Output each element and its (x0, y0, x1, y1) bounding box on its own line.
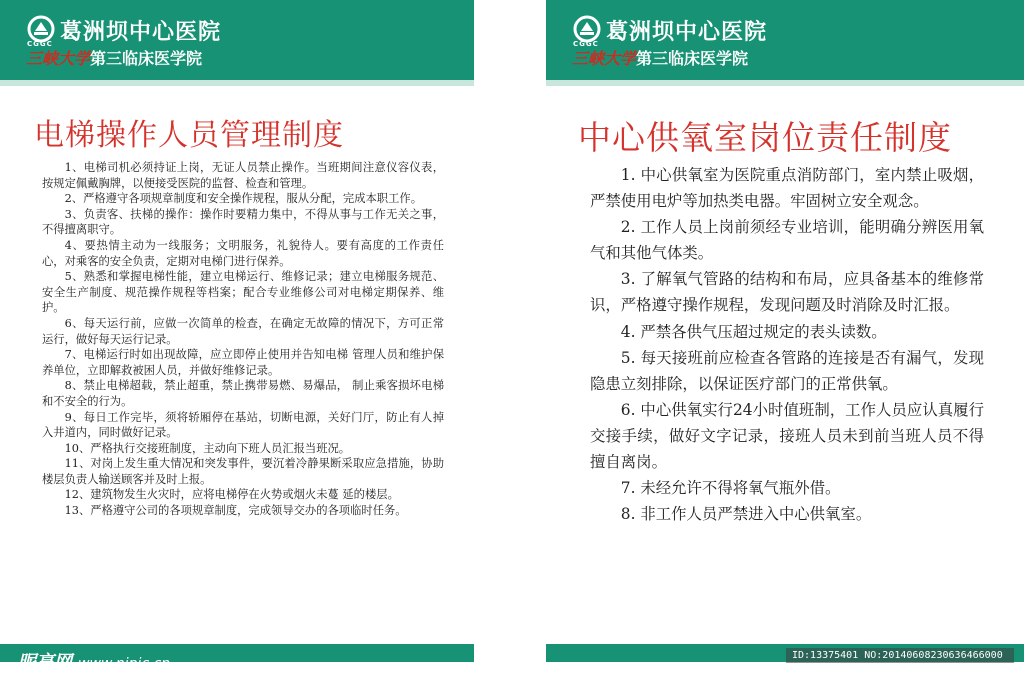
watermark-logo: 昵享网 (18, 652, 72, 673)
right-poster (546, 0, 1024, 662)
rule-item: 2、严格遵守各项规章制度和安全操作规程，服从分配，完成本职工作。 (64, 192, 422, 206)
regulation-body (42, 160, 444, 519)
logo-text: CGGC (573, 40, 599, 48)
rule-item: 1. 中心供氧室为医院重点消防部门，室内禁止吸烟，严禁使用电炉等加热类电器。牢固树立安全观念。 (590, 166, 984, 211)
college-label: 第三临床医学院 (636, 49, 749, 68)
rule-item: 6. 中心供氧实行24小时值班制，工作人员应认真履行交接手续，做好文字记录，接班人员未到前当班人员不得擅自离岗。 (590, 400, 984, 472)
header-divider (546, 80, 1024, 86)
rule-item: 12、建筑物发生火灾时，应将电梯停在火势或烟火未蔓 延的楼层。 (64, 488, 399, 502)
rule-item: 5、熟悉和掌握电梯性能，建立电梯运行、维修记录；建立电梯服务规范、安全生产制度、规范操作规程等档案；配合专业维修公司对电梯定期保养、维护。 (42, 270, 444, 315)
rule-item: 13、严格遵守公司的各项规章制度，完成领导交办的各项临时任务。 (64, 504, 407, 518)
poster-title: 中心供氧室岗位责任制度 (578, 118, 952, 157)
site-watermark (18, 648, 170, 674)
rule-item: 3. 了解氧气管路的结构和布局，应具备基本的维修常识，严格遵守操作规程，发现问题及时消除及时汇报。 (590, 270, 984, 315)
header-divider (0, 80, 474, 86)
hospital-name: 葛洲坝中心医院 (606, 20, 768, 45)
college-name (26, 46, 202, 69)
university-name: 三峡大学 (26, 49, 91, 68)
rule-item: 7. 未经允许不得将氧气瓶外借。 (620, 479, 841, 498)
image-id-stamp: ID:13375401 NO:20140608230636466000 (786, 648, 1014, 663)
rule-item: 2. 工作人员上岗前须经专业培训，能明确分辨医用氧气和其他气体类。 (590, 218, 984, 263)
rule-item: 4、要热情主动为一线服务；文明服务，礼貌待人。要有高度的工作责任心，对乘客的安全负责，定期对电梯门进行保养。 (42, 238, 444, 268)
rule-item: 9、每日工作完毕，须将轿厢停在基站，切断电源，关好门厅，防止有人掉入井道内，同时做好记录。 (42, 410, 444, 440)
watermark-url: www.nipic.cn (78, 656, 171, 672)
poster-title: 电梯操作人员管理制度 (34, 118, 344, 153)
rule-item: 11、对岗上发生重大情况和突发事件，要沉着冷静果断采取应急措施，协助楼层负责人输送顾客并及时上报。 (42, 457, 444, 486)
university-name: 三峡大学 (572, 49, 637, 68)
rule-item: 3、负责客、扶梯的操作：操作时要精力集中，不得从事与工作无关之事，不得擅离职守。 (42, 207, 444, 237)
college-name (572, 46, 748, 69)
rule-item: 8、禁止电梯超载，禁止超重，禁止携带易燃、易爆品， 制止乘客损坏电梯和不安全的行为。 (42, 379, 444, 408)
regulation-body (590, 162, 984, 527)
hospital-name: 葛洲坝中心医院 (60, 20, 222, 45)
poster-header (546, 0, 1024, 80)
rule-item: 5. 每天接班前应检查各管路的连接是否有漏气，发现隐患立刻排除，以保证医疗部门的正常供氧。 (590, 348, 984, 393)
college-label: 第三临床医学院 (90, 49, 203, 68)
rule-item: 10、严格执行交接班制度，主动向下班人员汇报当班况。 (64, 441, 351, 455)
poster-header (0, 0, 474, 80)
rule-item: 7、电梯运行时如出现故障，应立即停止使用并告知电梯 管理人员和维护保养单位，立即解救被困人员，并做好维修记录。 (42, 348, 444, 377)
logo-text: CGGC (27, 40, 53, 48)
rule-item: 6、每天运行前，应做一次简单的检查，在确定无故障的情况下，方可正常运行，做好每天运行记录。 (42, 316, 444, 346)
rule-item: 4. 严禁各供气压超过规定的表头读数。 (620, 322, 887, 341)
left-poster (0, 0, 474, 662)
rule-item: 8. 非工作人员严禁进入中心供氧室。 (620, 505, 872, 524)
rule-item: 1、电梯司机必须持证上岗，无证人员禁止操作。当班期间注意仪容仪表，按规定佩戴胸牌，以便接受医院的监督、检查和管理。 (42, 161, 444, 190)
